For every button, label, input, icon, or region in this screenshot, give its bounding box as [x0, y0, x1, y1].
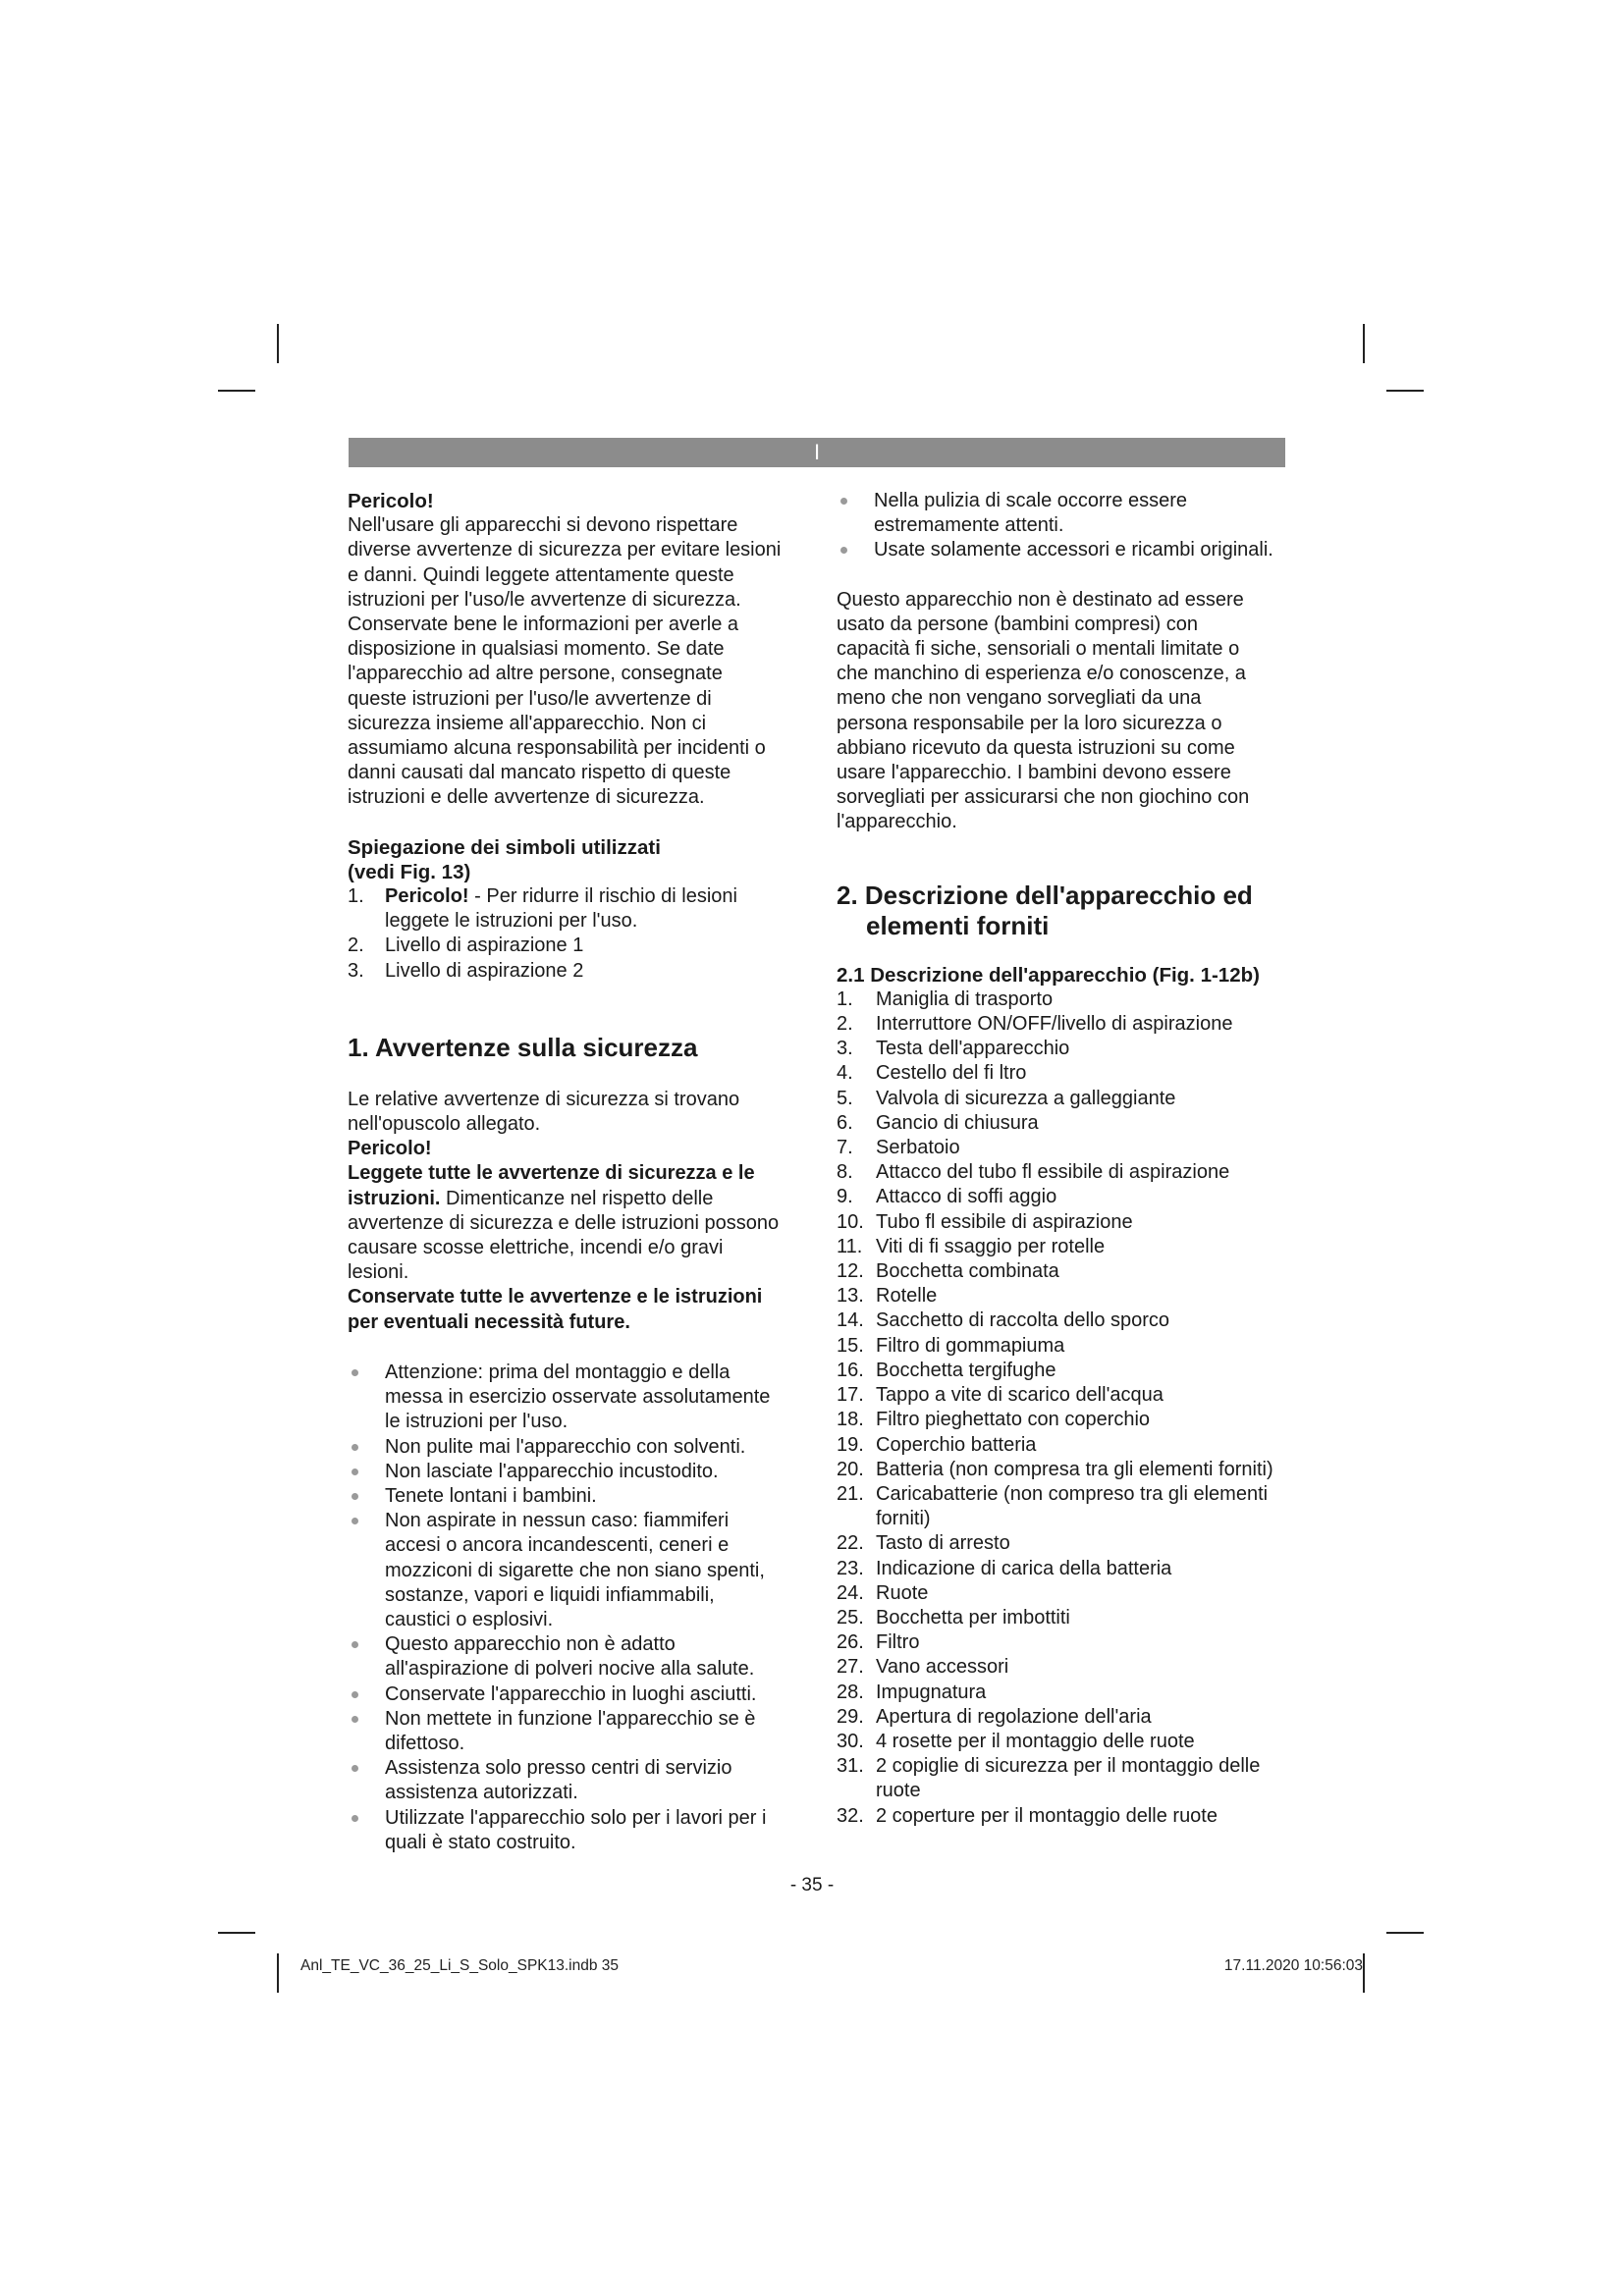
symbols-heading: Spiegazione dei simboli utilizzati: [348, 835, 661, 859]
crop-mark: [277, 1953, 279, 1993]
symbols-list: [348, 884, 785, 984]
crop-mark: [218, 390, 255, 392]
crop-mark: [1386, 390, 1424, 392]
cleaning-bullet-list: [837, 489, 1273, 563]
list-item: Usate solamente accessori e ricambi originali.: [837, 538, 1273, 562]
parts-list-item: 14. Sacchetto di raccolta dello sporco: [837, 1309, 1170, 1332]
parts-list-item: 21. Caricabatterie (non compreso tra gli elementi forniti): [837, 1482, 1269, 1530]
parts-list-item: 4. Cestello del fi ltro: [837, 1062, 1027, 1085]
bullet-icon: [352, 1641, 358, 1648]
parts-list-item: 11. Viti di fi ssaggio per rotelle: [837, 1235, 1106, 1257]
parts-list-item: 2. Interruttore ON/OFF/livello di aspirazione: [837, 1013, 1233, 1036]
parts-list-item: 30. 4 rosette per il montaggio delle ruote: [837, 1730, 1195, 1752]
crop-mark: [1386, 1932, 1424, 1934]
list-item: Non lasciate l'apparecchio incustodito.: [348, 1460, 785, 1484]
warning-heading: Pericolo!: [348, 1138, 432, 1160]
keep-instructions-note: Conservate tutte le avvertenze e le istruzioni per eventuali necessità future.: [348, 1286, 763, 1333]
parts-list-item: 7. Serbatoio: [837, 1137, 960, 1159]
list-item: Non aspirate in nessun caso: fiammiferi accesi o ancora incandescenti, ceneri e mozziconi di sigarette che non siano spenti, sostanze, vapori e liquidi infiammabili, caustici o esplosivi.: [348, 1509, 785, 1632]
warning-paragraph: Nell'usare gli apparecchi si devono rispettare diverse avvertenze di sicurezza per evitare lesioni e danni. Quindi leggete attentamente queste istruzioni per l'uso/le avvertenze di sicurezza. Conservate bene le informazioni per averle a disposizione in qualsiasi momento. Se date l'apparecchio ad altre persone, consegnate queste istruzioni per l'uso/le avvertenze di sicurezza insieme all'apparecchio. Non ci assumiamo alcuna responsabilità per incidenti o danni causati dal mancato rispetto di queste istruzioni e delle avvertenze di sicurezza.: [348, 514, 782, 809]
list-item: Nella pulizia di scale occorre essere estremamente attenti.: [837, 489, 1273, 538]
list-item: Questo apparecchio non è adatto all'aspirazione di polveri nocive alla salute.: [348, 1632, 785, 1682]
crop-mark: [277, 324, 279, 363]
bullet-icon: [840, 547, 847, 554]
list-item: Conservate l'apparecchio in luoghi asciutti.: [348, 1682, 785, 1707]
list-item: Assistenza solo presso centri di servizio assistenza autorizzati.: [348, 1756, 785, 1805]
list-item: Non mettete in funzione l'apparecchio se è difettoso.: [348, 1707, 785, 1756]
language-tab-bar: [349, 438, 1285, 467]
bullet-icon: [352, 1765, 358, 1772]
parts-list-item: 19. Coperchio batteria: [837, 1433, 1037, 1456]
parts-list-item: 15. Filtro di gommapiuma: [837, 1334, 1065, 1357]
symbols-list-item: 3. Livello di aspirazione 2: [348, 959, 584, 982]
parts-list-item: 32. 2 coperture per il montaggio delle ruote: [837, 1804, 1218, 1827]
list-item: Utilizzate l'apparecchio solo per i lavori per i quali è stato costruito.: [348, 1806, 785, 1855]
section-1-title: 1. Avvertenze sulla sicurezza: [348, 1032, 698, 1062]
warning-heading: Pericolo!: [348, 490, 434, 512]
parts-list-item: 31. 2 copiglie di sicurezza per il montaggio delle ruote: [837, 1755, 1261, 1802]
parts-list-item: 25. Bocchetta per imbottiti: [837, 1606, 1070, 1629]
supervision-notice: Questo apparecchio non è destinato ad essere usato da persone (bambini compresi) con capacità fi siche, sensoriali o mentali limitate o che manchino di esperienza e/o conoscenze, a meno che non vengano sorvegliati da una persona responsabile per la loro sicurezza o abbiano ricevuto da questa istruzioni su come usare l'apparecchio. I bambini devono essere sorvegliati per assicurarsi che non giochino con l'apparecchio.: [837, 588, 1250, 833]
parts-list-item: 22. Tasto di arresto: [837, 1532, 1010, 1555]
bullet-icon: [352, 1518, 358, 1524]
parts-list-item: 24. Ruote: [837, 1581, 929, 1604]
footer-timestamp: 17.11.2020 10:56:03: [1223, 1957, 1363, 1974]
safety-bullet-list: [348, 1361, 785, 1855]
bullet-icon: [352, 1444, 358, 1451]
symbols-list-item: 1. Pericolo! - Per ridurre il rischio di lesioni leggete le istruzioni per l'uso.: [348, 885, 737, 933]
warning-paragraph: Leggete tutte le avvertenze di sicurezza e le istruzioni. Dimenticanze nel rispetto delle avvertenze di sicurezza e delle istruzioni possono causare scosse elettriche, incendi e/o gravi lesioni.: [348, 1162, 780, 1284]
parts-list-item: 27. Vano accessori: [837, 1656, 1009, 1679]
parts-list-item: 18. Filtro pieghettato con coperchio: [837, 1409, 1151, 1431]
parts-list-item: 26. Filtro: [837, 1631, 920, 1654]
bullet-icon: [352, 1691, 358, 1698]
list-item: Attenzione: prima del montaggio e della messa in esercizio osservate assolutamente le istruzioni per l'uso.: [348, 1361, 785, 1435]
list-item: Non pulite mai l'apparecchio con solventi.: [348, 1435, 785, 1460]
bullet-icon: [352, 1716, 358, 1723]
section-2-title: 2. Descrizione dell'apparecchio ed elementi forniti: [837, 880, 1253, 940]
section-1-intro: Le relative avvertenze di sicurezza si trovano nell'opuscolo allegato.: [348, 1088, 740, 1136]
list-item: Tenete lontani i bambini.: [348, 1484, 785, 1509]
parts-list-item: 9. Attacco di soffi aggio: [837, 1186, 1057, 1208]
bullet-icon: [352, 1369, 358, 1376]
left-column: [348, 489, 785, 1855]
parts-list-item: 20. Batteria (non compresa tra gli elementi forniti): [837, 1458, 1273, 1480]
parts-list-item: 28. Impugnatura: [837, 1681, 987, 1703]
parts-list-item: 29. Apertura di regolazione dell'aria: [837, 1705, 1152, 1728]
parts-list-item: 23. Indicazione di carica della batteria: [837, 1557, 1172, 1579]
page-number: - 35 -: [789, 1875, 835, 1896]
language-tab-label: I: [813, 440, 821, 464]
parts-list-item: 6. Gancio di chiusura: [837, 1111, 1039, 1134]
parts-list-item: 8. Attacco del tubo fl essibile di aspirazione: [837, 1161, 1230, 1184]
parts-list-item: 13. Rotelle: [837, 1285, 938, 1308]
parts-list: [837, 988, 1273, 1829]
parts-list-item: 16. Bocchetta tergifughe: [837, 1359, 1056, 1381]
section-2-1-heading: 2.1 Descrizione dell'apparecchio (Fig. 1-12b): [837, 963, 1260, 987]
symbols-list-item: 2. Livello di aspirazione 1: [348, 934, 584, 957]
parts-list-item: 10. Tubo fl essibile di aspirazione: [837, 1210, 1133, 1233]
crop-mark: [1363, 324, 1365, 363]
bullet-icon: [352, 1468, 358, 1475]
parts-list-item: 1. Maniglia di trasporto: [837, 988, 1054, 1010]
parts-list-item: 12. Bocchetta combinata: [837, 1260, 1059, 1283]
bullet-icon: [352, 1493, 358, 1500]
crop-mark: [1363, 1953, 1365, 1993]
parts-list-item: 5. Valvola di sicurezza a galleggiante: [837, 1087, 1176, 1109]
bullet-icon: [352, 1815, 358, 1822]
symbols-heading-ref: (vedi Fig. 13): [348, 860, 471, 883]
parts-list-item: 17. Tappo a vite di scarico dell'acqua: [837, 1384, 1164, 1407]
parts-list-item: 3. Testa dell'apparecchio: [837, 1038, 1070, 1060]
right-column: [837, 489, 1273, 1829]
crop-mark: [218, 1932, 255, 1934]
bullet-icon: [840, 498, 847, 505]
footer-filename: Anl_TE_VC_36_25_Li_S_Solo_SPK13.indb 35: [300, 1957, 620, 1974]
